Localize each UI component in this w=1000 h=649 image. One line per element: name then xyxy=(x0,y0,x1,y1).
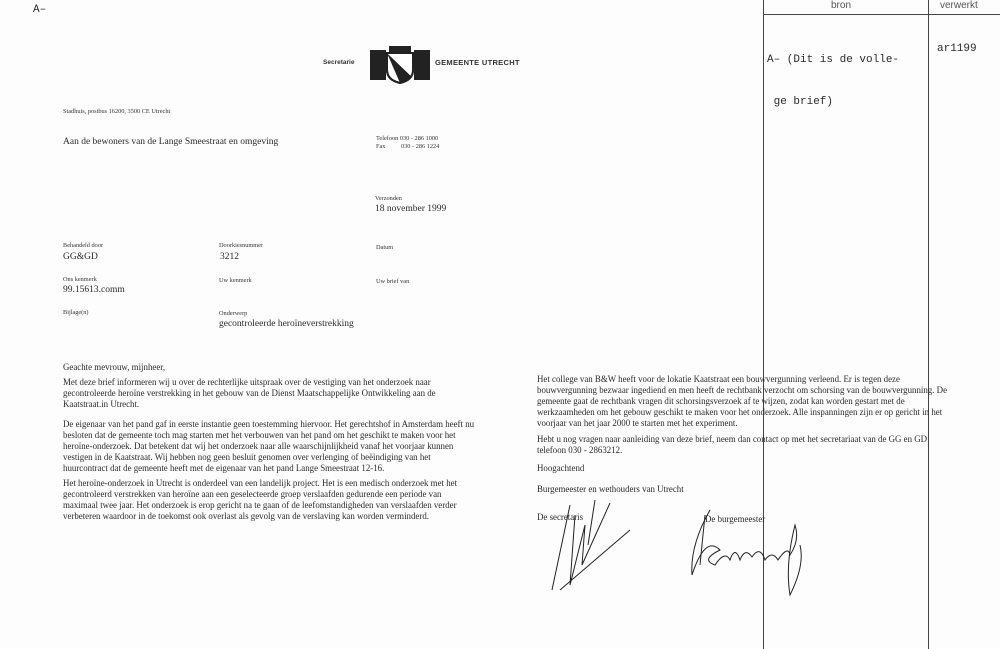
signatory: Burgemeester en wethouders van Utrecht xyxy=(537,484,684,494)
handled-by: GG&GD xyxy=(63,252,98,262)
fax: 030 - 286 1224 xyxy=(401,143,440,150)
text-line: Hebt u nog vragen naar aanleiding van deze brief, neem dan contact op met het secretariaat van de GG en GD xyxy=(537,434,928,444)
text-line: besloten dat de gemeente toch mag starten met het verbouwen van het pand om het geschikt te maken voor het xyxy=(63,429,456,440)
your-letter-label: Uw brief van xyxy=(376,278,410,285)
text-line: werkzaamheden om het gebouw geschikt te maken voor het onderzoek. Alle inspanningen zijn er op gericht in het xyxy=(537,406,943,417)
text-line: Het heroïne-onderzoek in Utrecht is onderdeel van een landelijk project. Het is een medisch onderzoek met het xyxy=(63,478,458,488)
body-paragraph xyxy=(537,374,947,429)
body-paragraph xyxy=(63,419,474,474)
sent-date: 18 november 1999 xyxy=(375,204,447,214)
text-line: vestigen in de Kaatstraat. Wij hebben nog geen besluit genomen over verlenging of beëindiging van het xyxy=(63,451,431,462)
text-line: bouwvergunning bezwaar ingediend en men heeft de rechtbank verzocht om schorsing van de bouwvergunning. De xyxy=(537,384,948,395)
text-line: Het college van B&W heeft voor de lokatie Kaatstraat een bouwvergunning verleend. Er is tegen deze xyxy=(537,374,900,384)
text-line: gemeente gaat de rechtbank vragen dit schorsingsverzoek af te wijzen, zodat kan worden gestart met de xyxy=(537,395,905,406)
secretary-label: De secretaris xyxy=(537,512,584,522)
text-line: Met deze brief informeren wij u over de rechterlijke uitspraak over de vestiging van het onderzoek naar xyxy=(63,377,431,387)
text-line: heroïne-onderzoek. Dat betekent dat wij het onderzoek naar alle waarschijnlijkheid vanaf het voorjaar kunnen xyxy=(63,440,454,451)
fax-label: Fax xyxy=(376,143,386,150)
sent-label: Verzonden xyxy=(375,195,402,202)
verwerkt-value: ar1199 xyxy=(937,43,977,55)
letterhead-gemeente: GEMEENTE UTRECHT xyxy=(435,58,520,67)
body-paragraph xyxy=(63,478,457,522)
margin-mark: A– xyxy=(33,4,47,16)
text-line: telefoon 030 - 2863212. xyxy=(537,444,623,455)
salutation: Geachte mevrouw, mijnheer, xyxy=(63,362,166,372)
bron-line: A– (Dit is de volle- xyxy=(767,54,900,66)
text-line: verbeteren waardoor in de toekomst ook overlast als gevolg van de verslaving kan worden verminderd. xyxy=(63,510,429,521)
subject: gecontroleerde heroïneverstrekking xyxy=(219,319,354,329)
text-line: maximaal twee jaar. Het onderzoek is erop gericht na te gaan of de leefomstandigheden van verslaafden verder xyxy=(63,499,457,510)
recipient: Aan de bewoners van de Lange Smeestraat en omgeving xyxy=(63,137,279,147)
header-verwerkt: verwerkt xyxy=(940,0,978,11)
extension-label: Doorkiesnummer xyxy=(219,242,264,249)
mayor-label: De burgemeester xyxy=(705,514,766,524)
letterhead-secretarie: Secretarie xyxy=(323,59,355,66)
text-line: huurcontract dat de gemeente heeft met de eigenaar van het pand Lange Smeestraat 12-16. xyxy=(63,462,385,473)
handled-by-label: Behandeld door xyxy=(63,242,104,249)
date-label: Datum xyxy=(376,244,394,251)
body-paragraph xyxy=(537,434,927,456)
table-divider xyxy=(928,0,929,649)
our-reference: 99.15613.comm xyxy=(63,285,125,295)
your-reference-label: Uw kenmerk xyxy=(219,277,252,284)
attachments-label: Bijlage(n) xyxy=(63,309,89,316)
extension: 3212 xyxy=(220,252,239,262)
text-line: Kaatstraat.in Utrecht. xyxy=(63,398,140,409)
text-line: gecontroleerde heroïne verstrekking in het gebouw van de Dienst Maatschappelijke Ontwikkeling aan de xyxy=(63,387,436,398)
mayor-signature-icon xyxy=(680,505,820,600)
text-line: De eigenaar van het pand gaf in eerste instantie geen toestemming hiervoor. Het gerechtshof in Amsterdam heeft nu xyxy=(63,419,475,429)
table-header-rule xyxy=(763,14,1000,15)
city-crest-icon xyxy=(370,44,430,84)
bron-text xyxy=(767,25,899,137)
closing: Hoogachtend xyxy=(537,463,585,473)
bron-line: ge brief) xyxy=(767,96,834,108)
subject-label: Onderwerp xyxy=(219,310,248,317)
text-line: gecontroleerd verstrekken van heroïne aan een geselecteerde groep verslaafden gedurende een periode van xyxy=(63,488,442,499)
phone: Telefoon 030 - 286 1000 xyxy=(376,135,439,142)
body-paragraph xyxy=(63,377,436,410)
header-bron: bron xyxy=(831,0,852,11)
our-reference-label: Ons kenmerk xyxy=(63,276,97,283)
text-line: voorjaar van het jaar 2000 te starten met het experiment. xyxy=(537,417,738,428)
secretary-signature-icon xyxy=(540,495,650,595)
sender-address: Stadhuis, postbus 16200, 3500 CE Utrecht xyxy=(63,108,171,115)
